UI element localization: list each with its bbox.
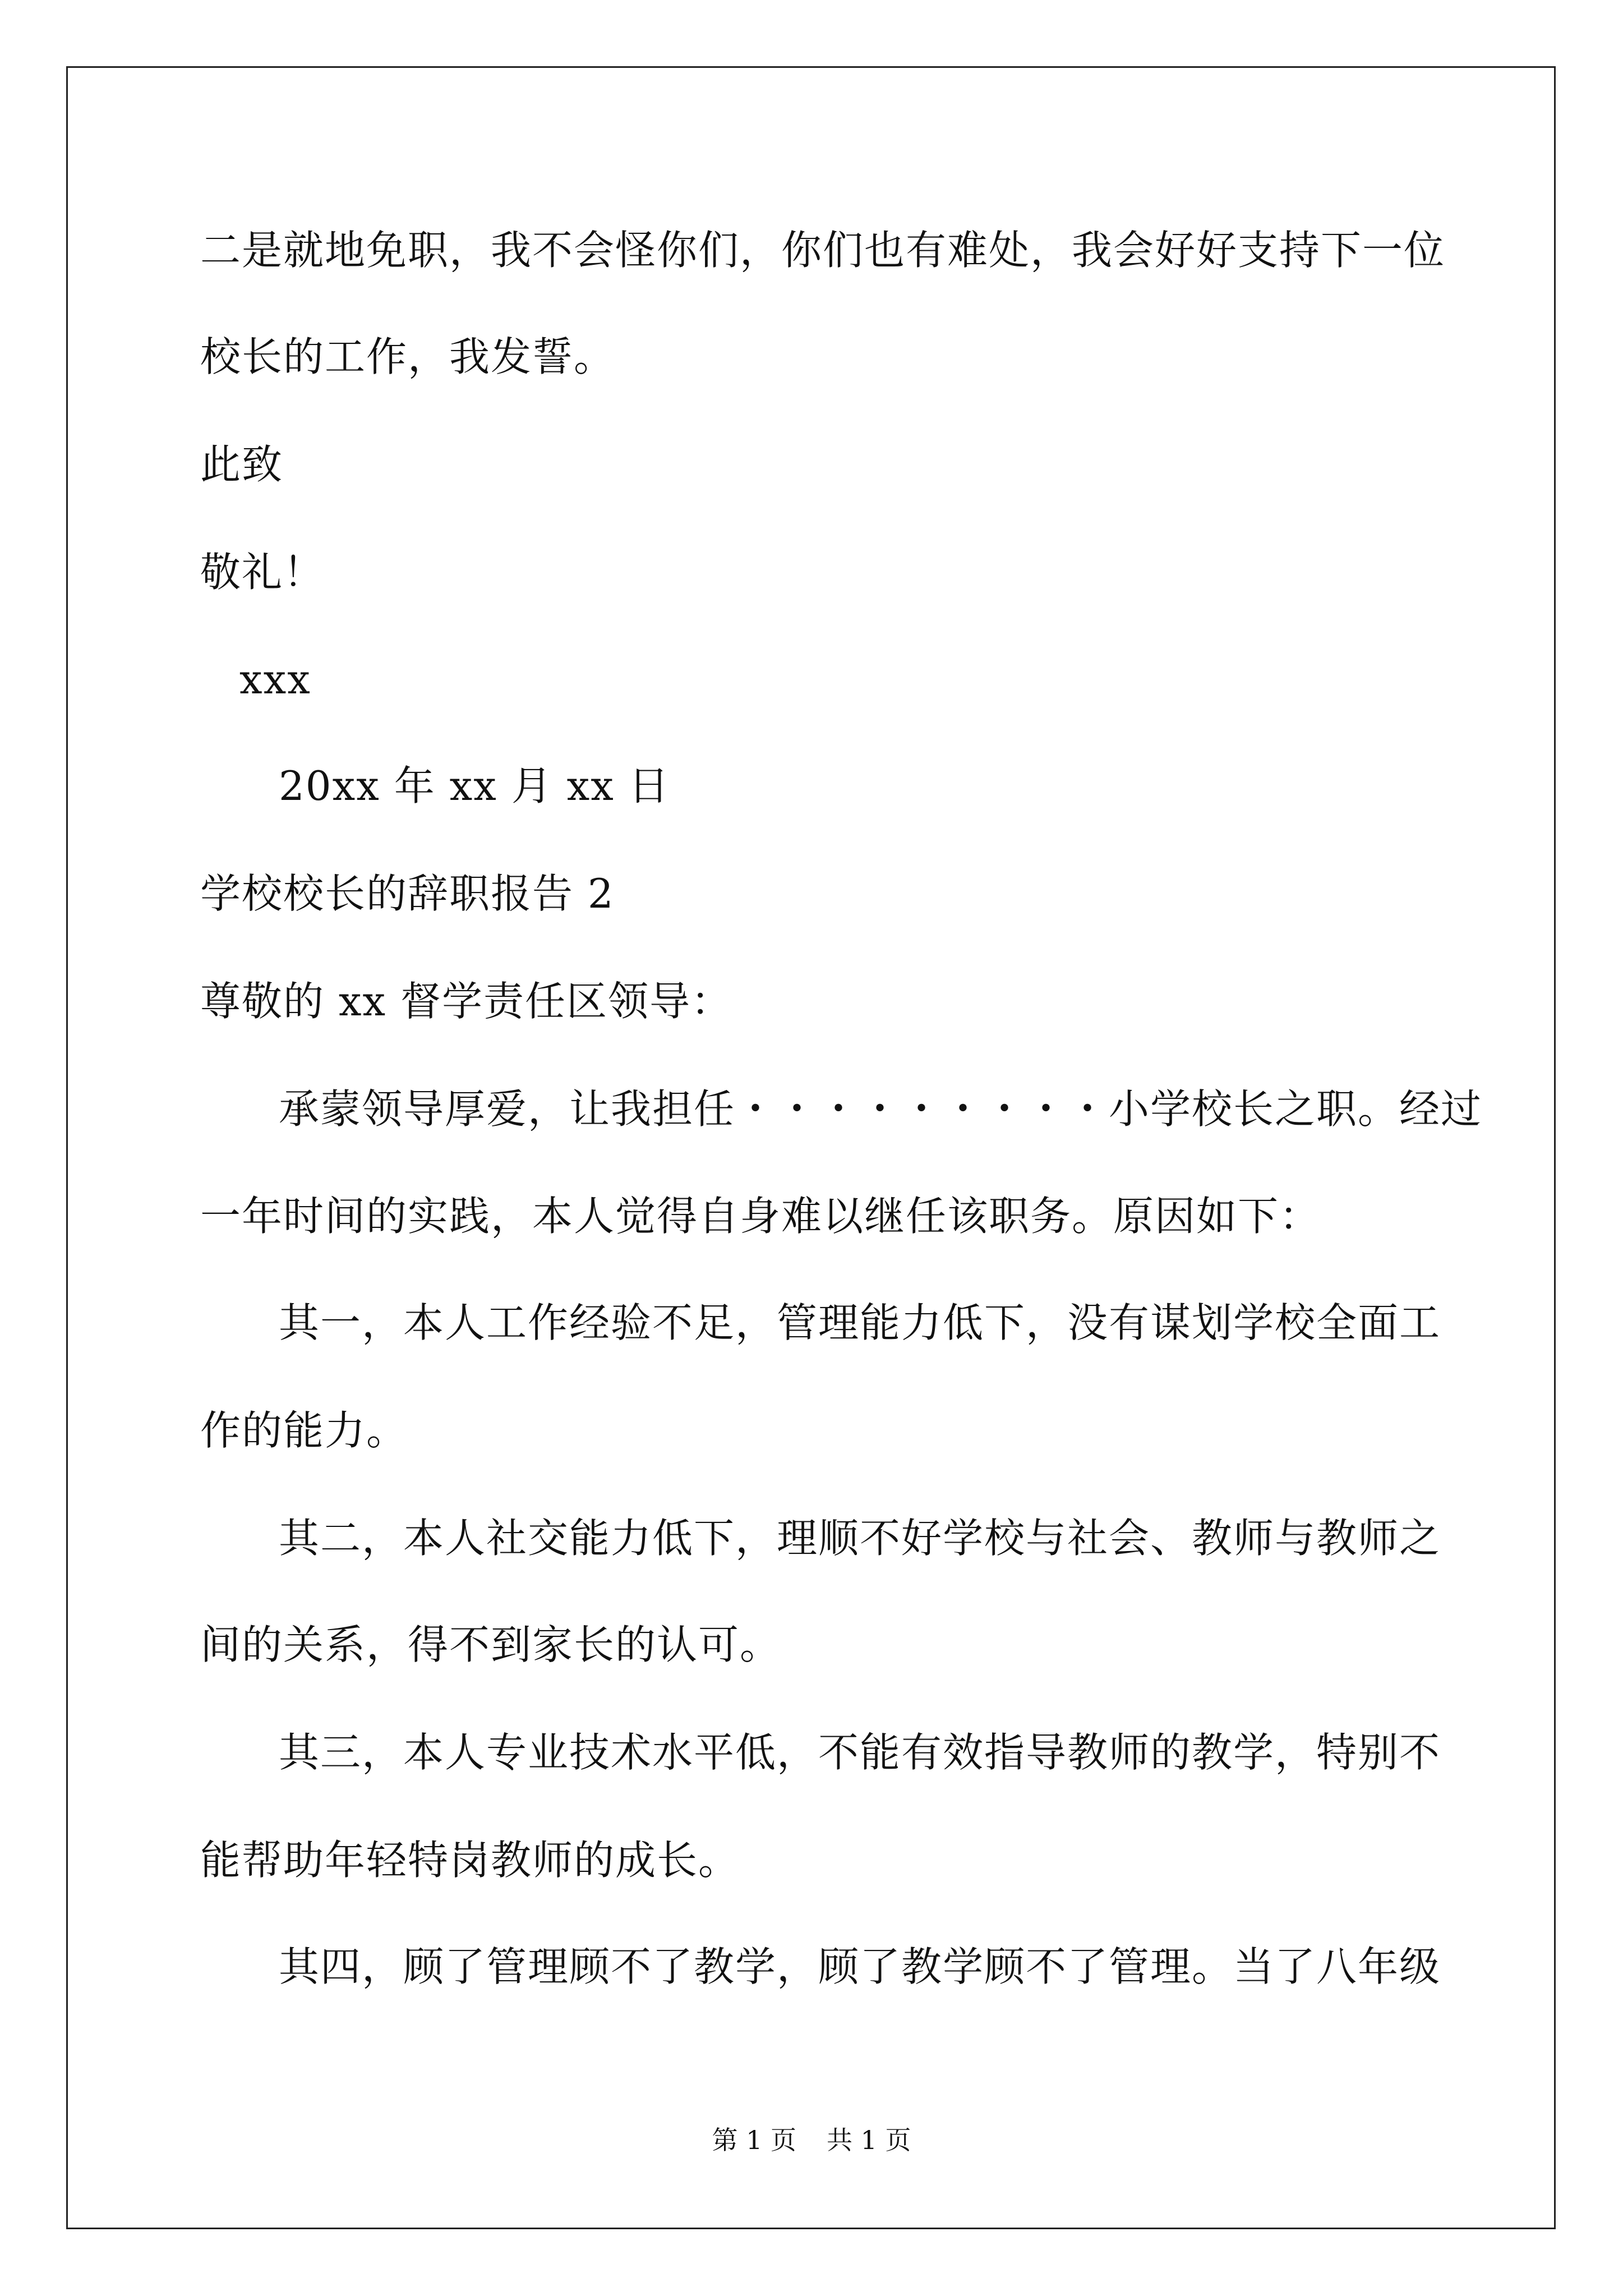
salutation-line: 此致	[200, 441, 284, 488]
regards-line: 敬礼！	[200, 549, 325, 596]
paragraph-1-line-1: 承蒙领导厚爱，让我担任・・・・・・・・・小学校长之职。经过	[279, 1085, 1483, 1133]
paragraph-2-line-1: 其一，本人工作经验不足，管理能力低下，没有谋划学校全面工	[279, 1299, 1441, 1346]
paragraph-2-line-2: 作的能力。	[200, 1407, 408, 1454]
paragraph-5-line-1: 其四，顾了管理顾不了教学，顾了教学顾不了管理。当了八年级	[279, 1943, 1441, 1990]
page-footer	[0, 2123, 1623, 2157]
paragraph-1-line-2: 一年时间的实践，本人觉得自身难以继任该职务。原因如下：	[200, 1193, 1321, 1240]
paragraph-3-line-1: 其二，本人社交能力低下，理顺不好学校与社会、教师与教师之	[279, 1515, 1441, 1562]
body-line-2: 校长的工作，我发誓。	[200, 333, 616, 380]
page-border	[66, 66, 1556, 2229]
signature-name: xxx	[239, 656, 311, 703]
page-number-current: 第 1 页	[712, 2125, 796, 2155]
signature-date: 20xx 年 xx 月 xx 日	[279, 762, 670, 809]
recipient-line: 尊敬的 xx 督学责任区领导：	[200, 978, 732, 1025]
page-number-total: 共 1 页	[827, 2125, 911, 2155]
paragraph-4-line-2: 能帮助年轻特岗教师的成长。	[200, 1837, 740, 1884]
paragraph-3-line-2: 间的关系，得不到家长的认可。	[200, 1621, 782, 1668]
body-line-1: 二是就地免职，我不会怪你们，你们也有难处，我会好好支持下一位	[200, 227, 1446, 274]
section-title: 学校校长的辞职报告 2	[200, 870, 615, 917]
paragraph-4-line-1: 其三，本人专业技术水平低，不能有效指导教师的教学，特别不	[279, 1729, 1441, 1776]
